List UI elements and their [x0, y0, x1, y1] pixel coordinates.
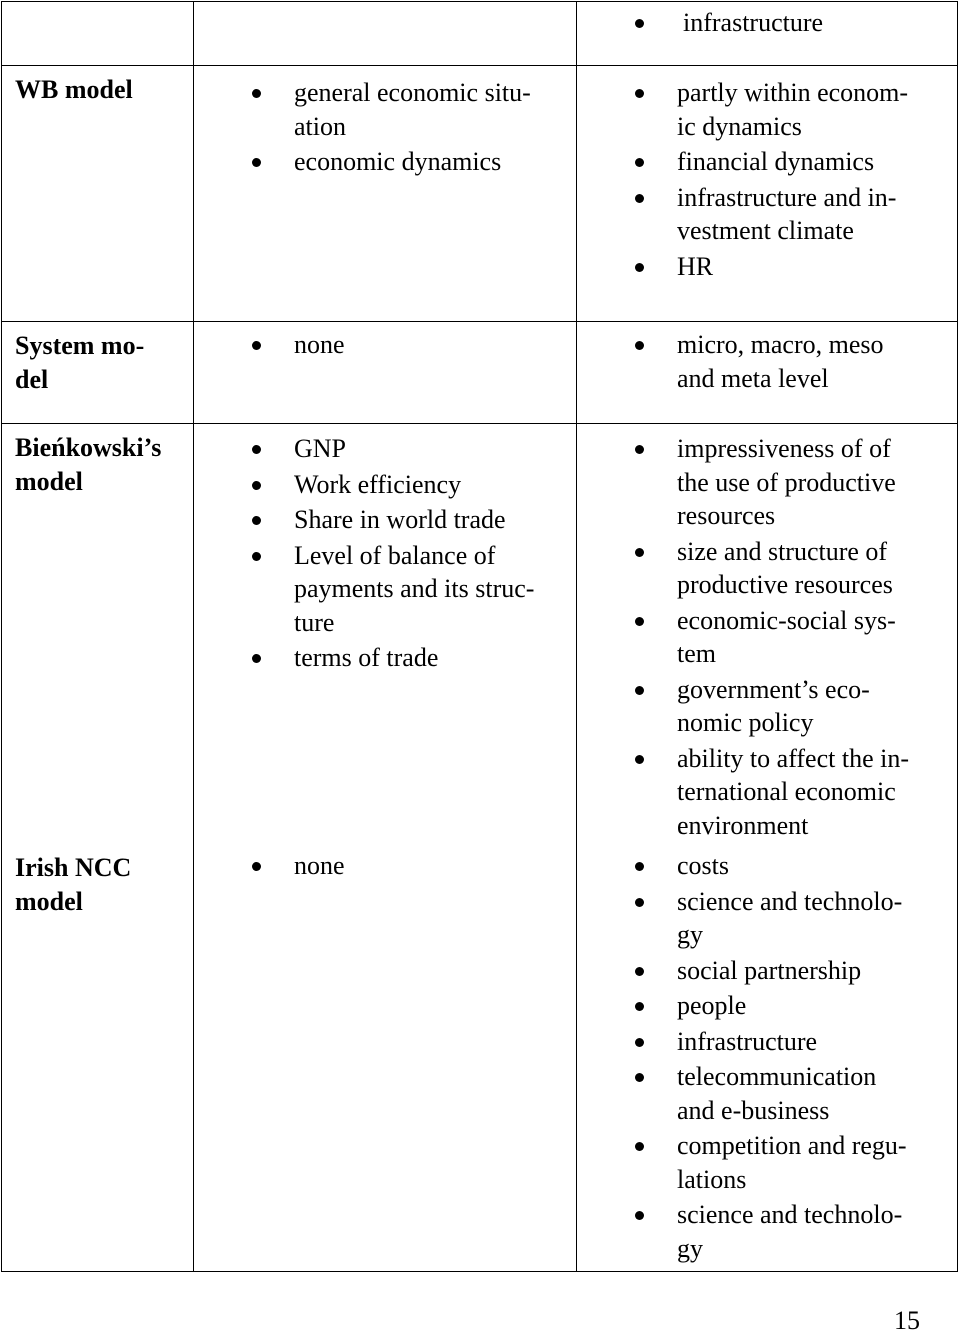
list-item: [194, 76, 576, 143]
bullet-list: [194, 328, 576, 362]
model-name: Irish NCC: [15, 853, 132, 882]
item-text: science and technolo-: [677, 1200, 903, 1229]
item-text: ternational economic: [677, 777, 896, 806]
list-item: [194, 328, 576, 362]
list-item: [577, 989, 957, 1023]
item-text: Share in world trade: [294, 505, 506, 534]
item-text: Level of balance of: [294, 540, 496, 570]
top-col-a-cell: [194, 2, 577, 66]
bullet-icon: [252, 552, 261, 561]
item-text: social partnership: [677, 955, 862, 985]
model-name-cell: [2, 322, 194, 424]
model-name: model: [15, 886, 83, 916]
item-text: ic dynamics: [677, 111, 802, 141]
col-b-cell: [577, 322, 958, 424]
item-text: people: [677, 991, 747, 1020]
list-item: [194, 641, 576, 675]
model-name-cell: [2, 844, 194, 1272]
list-item: [577, 432, 957, 533]
bullet-icon: [635, 1142, 644, 1151]
models-comparison-table: [1, 1, 958, 1272]
item-text: government’s eco-: [677, 674, 870, 704]
item-text: GNP: [294, 434, 347, 463]
list-item: [194, 849, 576, 883]
list-item: [194, 432, 576, 466]
bullet-icon: [252, 341, 261, 350]
bullet-icon: [252, 89, 261, 98]
bullet-list: [194, 432, 576, 675]
bullet-list: [577, 849, 957, 1265]
bullet-icon: [635, 1073, 644, 1082]
item-text: micro, macro, meso: [677, 330, 884, 359]
item-text: financial dynamics: [677, 147, 875, 176]
item-text: size and structure of: [677, 536, 888, 566]
item-text: resources: [677, 501, 776, 530]
table-row-wb-model: [2, 66, 958, 322]
item-text: ture: [294, 607, 335, 637]
bullet-icon: [635, 1211, 644, 1220]
item-text: and e-business: [677, 1095, 830, 1125]
item-text: gy: [677, 1233, 703, 1263]
col-a-cell: [194, 66, 577, 322]
col-a-cell: [194, 322, 577, 424]
bullet-icon: [635, 898, 644, 907]
model-name: model: [15, 466, 83, 496]
list-item: [577, 954, 957, 988]
bullet-icon: [635, 1002, 644, 1011]
item-text: none: [294, 330, 345, 359]
bullet-icon: [635, 617, 644, 626]
list-item: [577, 328, 957, 395]
list-item: [577, 6, 957, 40]
col-a-cell: [194, 844, 577, 1272]
item-text: economic dynamics: [294, 147, 502, 176]
bullet-icon: [635, 1038, 644, 1047]
item-text: costs: [677, 851, 729, 880]
item-text: ation: [294, 111, 346, 141]
item-text: science and technolo-: [677, 886, 903, 916]
list-item: [194, 539, 576, 640]
item-text: HR: [677, 251, 714, 281]
item-text: vestment climate: [677, 216, 854, 245]
item-text: none: [294, 851, 345, 880]
list-item: [577, 1025, 957, 1059]
col-b-cell: [577, 844, 958, 1272]
list-item: [577, 604, 957, 671]
list-item: [577, 742, 957, 843]
model-name-cell: [2, 424, 194, 845]
list-item: [577, 673, 957, 740]
top-col-b-cell: [577, 2, 958, 66]
list-item: [194, 468, 576, 502]
bullet-icon: [635, 967, 644, 976]
item-text: terms of trade: [294, 643, 439, 672]
bullet-list: [577, 328, 957, 395]
model-name: del: [15, 364, 49, 394]
page-number: 15: [894, 1306, 920, 1335]
item-text: Work efficiency: [294, 469, 462, 499]
item-text: competition and regu-: [677, 1131, 907, 1160]
bullet-icon: [635, 158, 644, 167]
table-row-irish-ncc-model: [2, 844, 958, 1272]
model-name-cell: [2, 66, 194, 322]
item-text: ability to affect the in-: [677, 743, 909, 773]
bullet-icon: [635, 862, 644, 871]
top-name-cell: [2, 2, 194, 66]
model-name: Bieńkowski’s: [15, 433, 162, 462]
bullet-icon: [635, 19, 644, 28]
bullet-icon: [635, 341, 644, 350]
bullet-icon: [635, 755, 644, 764]
item-text: impressiveness of of: [677, 434, 891, 463]
list-item: [194, 503, 576, 537]
bullet-list: [577, 76, 957, 283]
bullet-icon: [252, 445, 261, 454]
list-item: [577, 885, 957, 952]
item-text: partly within econom-: [677, 78, 909, 107]
bullet-icon: [252, 158, 261, 167]
bullet-list: [577, 432, 957, 842]
item-text: nomic policy: [677, 708, 814, 737]
item-text: lations: [677, 1164, 747, 1194]
list-item: [577, 849, 957, 883]
table-row-top: [2, 2, 958, 66]
item-text: and meta level: [677, 363, 829, 393]
bullet-icon: [635, 89, 644, 98]
bullet-icon: [635, 445, 644, 454]
bullet-icon: [252, 481, 261, 490]
bullet-icon: [635, 686, 644, 695]
bullet-icon: [252, 862, 261, 871]
list-item: [577, 1060, 957, 1127]
list-item: [194, 145, 576, 179]
item-text: environment: [677, 810, 809, 840]
table-row-system-model: [2, 322, 958, 424]
item-text: infrastructure: [677, 1026, 818, 1056]
model-name: System mo-: [15, 331, 145, 360]
item-text: general economic situ-: [294, 78, 531, 107]
col-b-cell: [577, 424, 958, 845]
col-b-cell: [577, 66, 958, 322]
bullet-list: [577, 6, 957, 40]
item-text: tem: [677, 639, 716, 668]
item-text: payments and its struc-: [294, 574, 535, 603]
bullet-icon: [635, 194, 644, 203]
item-text: productive resources: [677, 570, 893, 599]
list-item: [577, 181, 957, 248]
list-item: [577, 76, 957, 143]
item-text: infrastructure and in-: [677, 182, 897, 212]
list-item: [577, 535, 957, 602]
bullet-icon: [635, 263, 644, 272]
item-text: infrastructure: [683, 8, 824, 37]
bullet-icon: [252, 654, 261, 663]
item-text: gy: [677, 920, 703, 949]
item-text: telecommunication: [677, 1062, 877, 1091]
list-item: [577, 250, 957, 284]
item-text: economic-social sys-: [677, 605, 896, 635]
bullet-list: [194, 76, 576, 179]
list-item: [577, 145, 957, 179]
list-item: [577, 1198, 957, 1265]
model-name: WB model: [15, 75, 133, 104]
list-item: [577, 1129, 957, 1196]
bullet-icon: [252, 516, 261, 525]
col-a-cell: [194, 424, 577, 845]
bullet-list: [194, 849, 576, 883]
item-text: the use of productive: [677, 467, 896, 497]
bullet-icon: [635, 548, 644, 557]
table-row-bienkowski-model: [2, 424, 958, 845]
